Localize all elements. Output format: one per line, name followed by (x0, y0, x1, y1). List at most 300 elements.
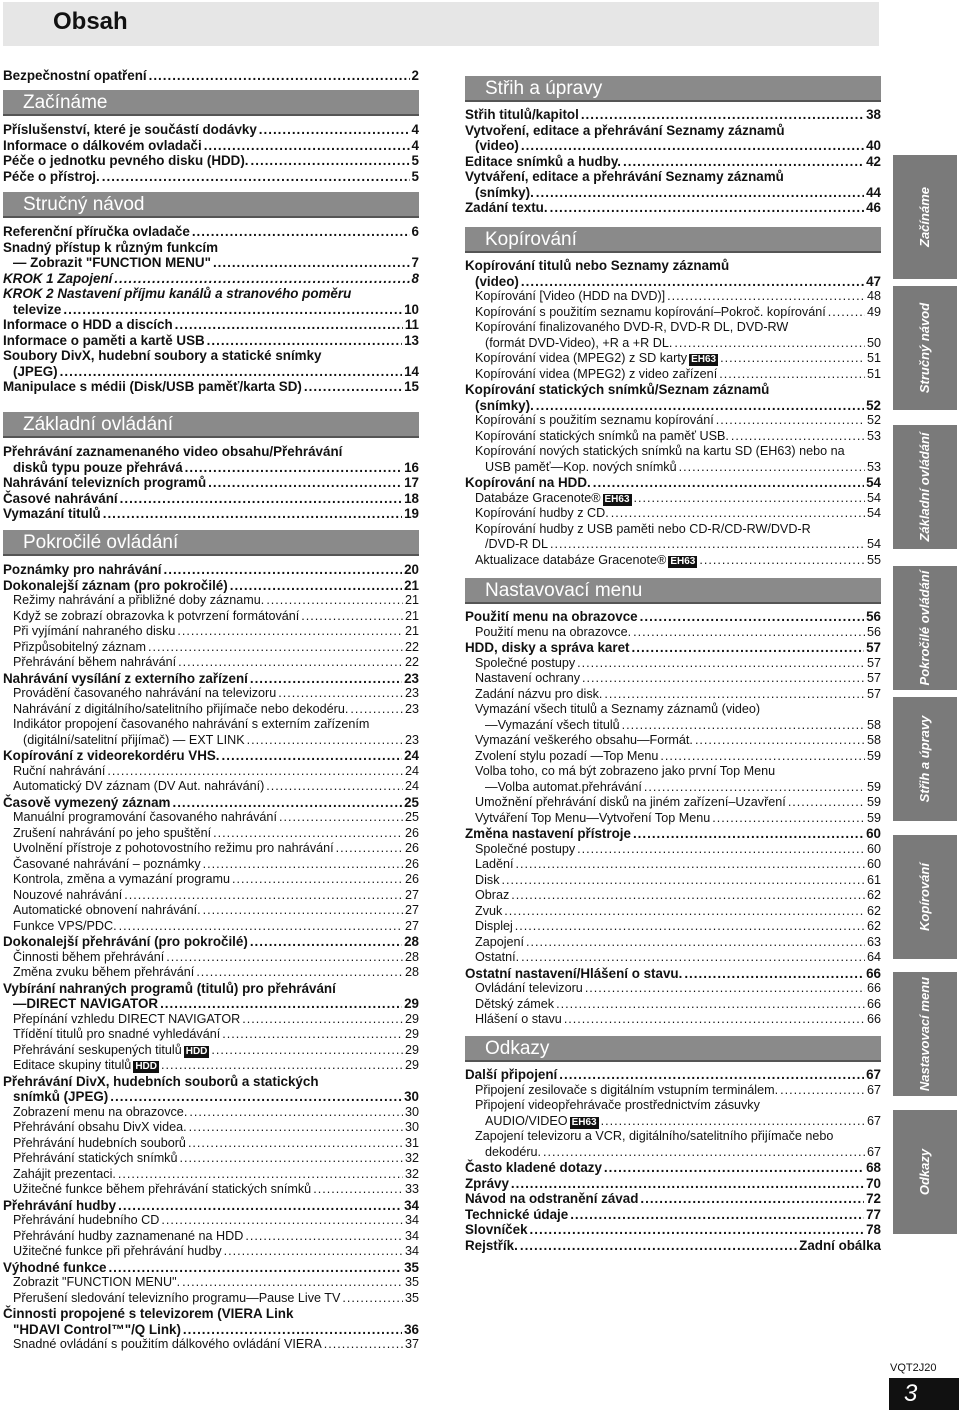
toc-page-number: 67 (866, 1144, 881, 1159)
toc-entry[interactable] (3, 364, 419, 380)
section-tab-label: Pokročilé ovládání (917, 570, 932, 686)
toc-page-number: 30 (404, 1089, 419, 1104)
toc-entry[interactable] (3, 68, 419, 84)
toc-page-number: 29 (404, 1042, 419, 1057)
toc-entry-title: Časově vymezený záznam (3, 794, 171, 810)
toc-entry[interactable] (465, 537, 881, 553)
toc-entry[interactable] (3, 255, 419, 271)
toc-group (3, 444, 419, 522)
toc-entry-title: (formát DVD-Video), +R a +R DL. (485, 335, 673, 350)
toc-entry[interactable] (3, 1337, 419, 1353)
toc-entry[interactable] (3, 686, 419, 702)
toc-entry[interactable] (3, 1012, 419, 1028)
toc-entry-title: Rejstřík. (465, 1237, 518, 1253)
dot-leader (667, 289, 865, 305)
toc-entry-title: Změna nastavení přístroje (465, 826, 631, 841)
toc-entry[interactable] (3, 224, 419, 240)
toc-entry[interactable] (3, 733, 419, 749)
toc-page-number: 11 (404, 317, 419, 332)
toc-page-number: 22 (404, 639, 419, 654)
toc-entry[interactable] (465, 904, 881, 920)
toc-entry[interactable] (3, 1167, 419, 1183)
toc-page-number: 6 (411, 224, 419, 239)
toc-entry[interactable] (3, 841, 419, 857)
dot-leader (118, 1167, 403, 1183)
toc-entry[interactable] (465, 138, 881, 154)
toc-page-number: 47 (866, 273, 881, 289)
toc-entry-title: Dokonalejší záznam (pro pokročilé) (3, 577, 228, 593)
toc-entry-title: AUDIO/VIDEO (485, 1113, 568, 1128)
section-tab-label: Odkazy (917, 1148, 932, 1196)
toc-entry-title: Slovníček (465, 1222, 528, 1237)
toc-entry[interactable] (3, 779, 419, 795)
toc-entry[interactable] (3, 1120, 419, 1136)
toc-page-number: 27 (404, 903, 419, 917)
dot-leader (593, 475, 864, 491)
toc-entry[interactable] (3, 624, 419, 640)
toc-entry[interactable] (465, 950, 881, 966)
dot-leader (259, 122, 410, 138)
section-tab[interactable] (893, 835, 957, 959)
dot-leader (172, 795, 402, 811)
toc-entry-title: Přehrávání zaznamenaného video obsahu/Přehrávání (3, 444, 343, 459)
dot-leader (103, 506, 402, 522)
toc-entry[interactable] (465, 444, 881, 460)
toc-entry[interactable] (3, 578, 419, 594)
toc-page-number: 51 (866, 366, 881, 381)
dot-leader (633, 826, 864, 842)
toc-entry[interactable] (3, 810, 419, 826)
toc-entry[interactable] (465, 258, 881, 274)
section-tab[interactable] (893, 425, 957, 549)
toc-page-number: 31 (404, 1135, 419, 1150)
toc-entry[interactable] (465, 671, 881, 687)
toc-entry[interactable] (465, 305, 881, 321)
toc-entry[interactable] (465, 780, 881, 796)
toc-entry-title: Při vyjímání nahraného disku (13, 624, 176, 638)
toc-entry[interactable] (3, 671, 419, 687)
toc-entry-title: USB paměť—Kop. nových snímků (485, 459, 677, 474)
toc-entry-title: Režimy nahrávání a přibližné doby záznamu. (13, 593, 265, 607)
dot-leader (161, 1213, 403, 1229)
toc-entry-title: Obraz (475, 888, 510, 902)
toc-entry[interactable] (465, 351, 881, 367)
toc-entry[interactable] (465, 1098, 881, 1114)
toc-entry[interactable] (3, 1105, 419, 1121)
dot-leader (242, 1012, 403, 1028)
toc-entry[interactable] (465, 997, 881, 1013)
toc-entry[interactable] (465, 764, 881, 780)
toc-entry[interactable] (465, 1145, 881, 1161)
toc-entry[interactable] (465, 1160, 881, 1176)
toc-entry[interactable] (465, 1083, 881, 1099)
toc-group (3, 562, 419, 1353)
toc-entry[interactable] (3, 934, 419, 950)
dot-leader (719, 367, 865, 383)
toc-entry-title: Často kladené dotazy (465, 1160, 602, 1175)
toc-entry[interactable] (465, 506, 881, 522)
toc-entry[interactable] (465, 522, 881, 538)
section-tab[interactable] (893, 1110, 957, 1234)
toc-page-number: 44 (866, 184, 881, 200)
section-tab[interactable] (893, 155, 957, 279)
section-heading: Začínáme (3, 90, 419, 116)
toc-entry[interactable] (3, 903, 419, 919)
toc-entry[interactable] (3, 826, 419, 842)
toc-entry[interactable] (465, 413, 881, 429)
toc-page-number: Zadní obálka (799, 1237, 881, 1253)
toc-page-number: 46 (866, 200, 881, 215)
toc-page-number: 24 (404, 763, 419, 778)
section-tab[interactable] (893, 566, 957, 690)
toc-entry[interactable] (3, 379, 419, 395)
section-tab[interactable] (893, 697, 957, 821)
toc-entry[interactable] (465, 640, 881, 656)
toc-entry[interactable] (465, 718, 881, 734)
toc-page-number: 35 (404, 1275, 419, 1289)
dot-leader (543, 1145, 865, 1161)
toc-entry[interactable] (3, 302, 419, 318)
toc-entry-title: Přehrávání obsahu DivX videa. (13, 1120, 187, 1134)
toc-page-number: 34 (404, 1213, 419, 1227)
toc-entry[interactable] (3, 640, 419, 656)
toc-entry[interactable] (3, 1244, 419, 1260)
section-tab[interactable] (893, 972, 957, 1096)
dot-leader (699, 553, 865, 569)
toc-page-number: 60 (866, 857, 881, 871)
model-badge: EH63 (691, 354, 717, 365)
toc-entry[interactable] (3, 1027, 419, 1043)
toc-entry[interactable] (3, 872, 419, 888)
toc-entry[interactable] (3, 475, 419, 491)
toc-entry[interactable] (465, 919, 881, 935)
toc-entry-title: Časové nahrávání (3, 490, 118, 506)
toc-entry-title: Kopírování s použitím seznamu kopírování–Pokroč. kopírování (475, 304, 826, 319)
toc-entry-title: Zprávy (465, 1175, 509, 1191)
toc-entry[interactable] (465, 107, 881, 123)
toc-entry[interactable] (3, 1182, 419, 1198)
dot-leader (148, 640, 403, 656)
toc-entry[interactable] (465, 398, 881, 414)
toc-entry[interactable] (465, 336, 881, 352)
toc-page-number: 23 (404, 701, 419, 716)
toc-page-number: 52 (866, 397, 881, 413)
toc-entry[interactable] (465, 123, 881, 139)
toc-entry[interactable] (465, 981, 881, 997)
toc-entry[interactable] (3, 1043, 419, 1059)
toc-entry[interactable] (465, 842, 881, 858)
toc-entry[interactable] (465, 826, 881, 842)
dot-leader (516, 857, 865, 873)
dot-leader (222, 748, 403, 764)
dot-leader (179, 1151, 403, 1167)
toc-page-number: 32 (404, 1166, 419, 1181)
section-tab-label: Kopírování (917, 863, 932, 931)
toc-entry[interactable] (465, 460, 881, 476)
toc-page-number: 26 (404, 856, 419, 871)
toc-entry[interactable] (3, 748, 419, 764)
toc-entry-title: Činnosti propojené s televizorem (VIERA Link (3, 1306, 294, 1321)
dot-leader (585, 981, 865, 997)
dot-leader (521, 950, 865, 966)
toc-entry[interactable] (3, 609, 419, 625)
toc-entry[interactable] (465, 687, 881, 703)
toc-entry-title: Bezpečnostní opatření (3, 68, 147, 83)
toc-entry[interactable] (465, 888, 881, 904)
dot-leader (107, 764, 403, 780)
toc-entry[interactable] (3, 506, 419, 522)
toc-page-number: 22 (404, 655, 419, 669)
toc-entry[interactable] (3, 950, 419, 966)
toc-page-number: 25 (404, 810, 419, 824)
toc-entry[interactable] (465, 1067, 881, 1083)
toc-entry[interactable] (3, 1322, 419, 1338)
toc-group (465, 1067, 881, 1253)
toc-entry[interactable] (465, 429, 881, 445)
dot-leader (160, 996, 402, 1012)
toc-entry[interactable] (3, 702, 419, 718)
toc-page-number: 54 (866, 475, 881, 490)
toc-page-number: 29 (404, 1011, 419, 1026)
toc-entry[interactable] (3, 1151, 419, 1167)
toc-entry[interactable] (3, 153, 419, 169)
toc-entry-title: Dokonalejší přehrávání (pro pokročilé) (3, 934, 248, 949)
section-tab[interactable] (893, 286, 957, 410)
model-badge: EH63 (571, 1116, 597, 1128)
toc-entry[interactable] (3, 764, 419, 780)
dot-leader (189, 1120, 403, 1136)
toc-entry-title: Společné postupy (475, 841, 576, 856)
toc-entry[interactable] (3, 460, 419, 476)
toc-entry-title: Přizpůsobitelný záznam (13, 639, 146, 654)
toc-page-number: 13 (404, 332, 419, 348)
toc-entry[interactable] (3, 491, 419, 507)
toc-entry[interactable] (465, 935, 881, 951)
toc-page-number: 57 (866, 655, 881, 670)
toc-entry[interactable] (465, 475, 881, 491)
toc-entry[interactable] (3, 169, 419, 185)
toc-entry[interactable] (465, 1238, 881, 1254)
toc-entry[interactable] (465, 185, 881, 201)
toc-entry[interactable] (465, 169, 881, 185)
toc-page-number: 32 (404, 1151, 419, 1165)
toc-page-number: 48 (866, 289, 881, 303)
toc-entry[interactable] (465, 1222, 881, 1238)
toc-entry[interactable] (465, 553, 881, 569)
toc-entry[interactable] (465, 966, 881, 982)
dot-leader (230, 578, 402, 594)
toc-entry-title: Když se zobrazí obrazovka k potvrzení formátování (13, 608, 300, 623)
toc-entry[interactable] (465, 733, 881, 749)
toc-entry-title: Nouzové nahrávání (13, 887, 123, 902)
dot-leader (712, 811, 865, 827)
toc-entry[interactable] (3, 1058, 419, 1074)
toc-entry-title: "HDAVI Control™"/Q Link) (13, 1321, 181, 1337)
toc-entry-title: Vymazání titulů (3, 506, 101, 521)
toc-entry-title: Kopírování s použitím seznamu kopírování (475, 413, 714, 427)
toc-page-number: 40 (866, 138, 881, 153)
toc-entry[interactable] (465, 382, 881, 398)
toc-entry[interactable] (3, 717, 419, 733)
toc-entry[interactable] (465, 154, 881, 170)
toc-entry-title: Nahrávání televizních programů (3, 475, 207, 490)
toc-page-number: 34 (404, 1197, 419, 1213)
toc-entry-title: Příslušenství, které je součástí dodávky (3, 122, 257, 137)
toc-entry[interactable] (465, 1012, 881, 1028)
dot-leader (684, 966, 864, 982)
toc-entry[interactable] (465, 1176, 881, 1192)
toc-entry[interactable] (465, 857, 881, 873)
toc-entry[interactable] (3, 965, 419, 981)
toc-entry-title: (JPEG) (13, 363, 58, 379)
toc-entry-title: Ladění (475, 857, 514, 871)
toc-entry[interactable] (3, 1136, 419, 1152)
toc-page-number: 21 (404, 577, 419, 593)
toc-entry-title: Přehrávání statických snímků (13, 1151, 178, 1165)
section-tab-label: Základní ovládání (917, 432, 932, 542)
toc-entry[interactable] (465, 702, 881, 718)
toc-entry[interactable] (465, 795, 881, 811)
toc-entry[interactable] (465, 1191, 881, 1207)
toc-entry[interactable] (3, 562, 419, 578)
toc-entry[interactable] (3, 138, 419, 154)
toc-entry[interactable] (3, 981, 419, 997)
page-number-box (889, 1378, 959, 1410)
toc-entry-title: Přerušení sledování televizního programu—Pause Live TV (13, 1290, 341, 1305)
toc-entry-title: Kopírování z videorekordéru VHS. (3, 748, 220, 763)
toc-entry[interactable] (3, 1198, 419, 1214)
toc-entry[interactable] (465, 367, 881, 383)
dot-leader (213, 826, 403, 842)
page-title: Obsah (53, 8, 128, 35)
toc-entry[interactable] (3, 795, 419, 811)
toc-entry[interactable] (465, 289, 881, 305)
dot-leader (203, 857, 403, 873)
dot-leader (192, 224, 410, 240)
toc-page-number: 66 (866, 1012, 881, 1026)
toc-entry[interactable] (3, 348, 419, 364)
toc-entry[interactable] (3, 286, 419, 302)
toc-page-number: 66 (866, 965, 881, 981)
dot-leader (577, 656, 865, 672)
toc-entry[interactable] (3, 1275, 419, 1291)
model-badge: EH63 (670, 555, 696, 567)
toc-entry[interactable] (3, 1306, 419, 1322)
dot-leader (530, 1222, 865, 1238)
toc-entry-title: Připojení zesilovače s digitálním vstupním terminálem. (475, 1082, 779, 1097)
toc-page-number: 35 (404, 1290, 419, 1305)
toc-entry[interactable] (465, 320, 881, 336)
model-badge: HDD (185, 1045, 208, 1057)
toc-page-number: 52 (866, 413, 881, 427)
toc-entry[interactable] (3, 333, 419, 349)
toc-page-number: 8 (411, 270, 419, 286)
toc-entry-title: Kopírování [Video (HDD na DVD)] (475, 289, 666, 303)
toc-page-number: 42 (866, 153, 881, 169)
toc-page-number: 24 (404, 779, 419, 793)
toc-page-number: 57 (866, 686, 881, 701)
toc-entry-title: Databáze Gracenote® (475, 490, 601, 505)
toc-page-number: 67 (866, 1082, 881, 1097)
toc-page-number: 2 (411, 68, 419, 83)
toc-entry[interactable] (465, 1207, 881, 1223)
toc-entry-title: Zobrazit "FUNCTION MENU". (13, 1275, 181, 1289)
toc-page-number: 55 (866, 552, 881, 567)
toc-entry[interactable] (465, 625, 881, 641)
toc-entry[interactable] (3, 593, 419, 609)
toc-entry[interactable] (3, 888, 419, 904)
toc-entry[interactable] (3, 240, 419, 256)
toc-entry-title: Ovládání televizoru (475, 981, 583, 995)
dot-leader (211, 1043, 403, 1059)
toc-page-number: 21 (404, 593, 419, 607)
toc-entry[interactable] (465, 749, 881, 765)
dot-leader (247, 733, 403, 749)
toc-entry[interactable] (465, 200, 881, 216)
toc-entry[interactable] (3, 444, 419, 460)
toc-entry[interactable] (3, 1089, 419, 1105)
toc-entry[interactable] (3, 122, 419, 138)
dot-leader (108, 1260, 402, 1276)
toc-page-number: 38 (866, 107, 881, 122)
toc-group (3, 122, 419, 184)
dot-leader (102, 169, 410, 185)
toc-entry-title: Zvuk (475, 903, 503, 918)
dot-leader (208, 475, 402, 491)
dot-leader (189, 1105, 403, 1121)
toc-entry-title: Nastavení ochrany (475, 671, 581, 685)
toc-entry[interactable] (3, 1229, 419, 1245)
toc-entry-title: Zrušení nahrávání po jeho spuštění (13, 825, 212, 840)
toc-entry[interactable] (3, 857, 419, 873)
toc-page-number: 16 (404, 459, 419, 475)
toc-page-number: 28 (404, 934, 419, 949)
toc-entry[interactable] (465, 811, 881, 827)
toc-entry-title: Zapojení televizoru a VCR, digitálního/satelitního přijímače nebo (475, 1129, 834, 1143)
dot-leader (559, 1067, 864, 1083)
toc-entry[interactable] (3, 919, 419, 935)
toc-entry[interactable] (465, 873, 881, 889)
toc-entry[interactable] (465, 1129, 881, 1145)
toc-page-number: 34 (404, 1244, 419, 1258)
toc-entry[interactable] (3, 1291, 419, 1307)
toc-entry[interactable] (3, 1260, 419, 1276)
toc-entry[interactable] (465, 274, 881, 290)
toc-entry[interactable] (465, 1114, 881, 1130)
toc-entry[interactable] (465, 609, 881, 625)
toc-entry-title: Užitečné funkce během přehrávání statických snímků (13, 1182, 312, 1196)
toc-entry[interactable] (3, 1074, 419, 1090)
toc-entry-title: Ruční nahrávání (13, 763, 106, 778)
toc-page-number: 63 (866, 934, 881, 949)
toc-entry[interactable] (3, 271, 419, 287)
toc-entry[interactable] (465, 491, 881, 507)
dot-leader (161, 1058, 403, 1074)
toc-entry[interactable] (465, 656, 881, 672)
toc-page-number: 14 (404, 363, 419, 379)
dot-leader (266, 593, 403, 609)
toc-entry[interactable] (3, 317, 419, 333)
toc-entry-title: Vytvoření, editace a přehrávání Seznamy záznamů (465, 122, 785, 138)
toc-page-number: 56 (866, 609, 881, 624)
toc-page-number: 26 (404, 841, 419, 855)
toc-entry-title: Ostatní. (475, 950, 520, 964)
toc-entry[interactable] (3, 996, 419, 1012)
toc-entry[interactable] (3, 655, 419, 671)
toc-entry-title: (digitální/satelitní přijímač) — EXT LINK (23, 732, 245, 747)
dot-leader (634, 491, 865, 507)
toc-entry[interactable] (3, 1213, 419, 1229)
